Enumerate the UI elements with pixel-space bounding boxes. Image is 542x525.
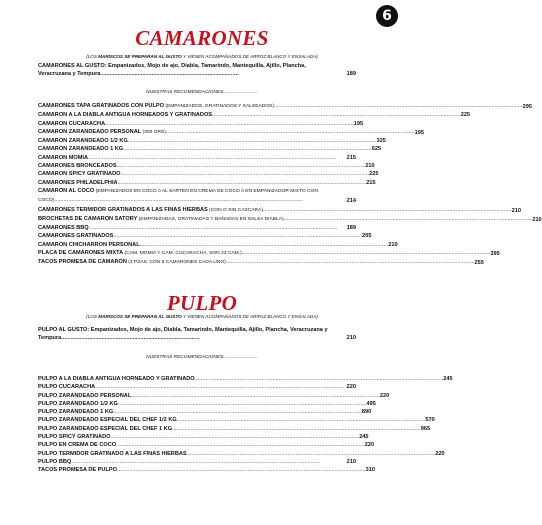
menu-item-name bbox=[38, 408, 362, 416]
dot-leader: ................................................................................................................................................................ bbox=[225, 259, 475, 266]
menu-item-name bbox=[38, 458, 338, 466]
menu-item-price: 210 bbox=[388, 241, 398, 248]
item-description: (EMPANIZADOS EN COCO ó AL SARTEN EN CREMA DE COCO ó EN EMPANIZADOR MIXTO CON COCO) bbox=[38, 188, 318, 204]
menu-item-row bbox=[38, 128, 424, 137]
menu-item-name bbox=[38, 375, 443, 383]
menu-item-row bbox=[38, 392, 390, 400]
al-gusto-price: 210 bbox=[346, 335, 356, 342]
menu-item-name bbox=[38, 416, 425, 424]
item-title: CAMARON ZARANDEADO 1 KG bbox=[38, 146, 124, 153]
menu-item-name bbox=[38, 392, 380, 400]
menu-item-name bbox=[38, 258, 474, 267]
menu-item-row bbox=[38, 241, 398, 249]
dot-leader: ................................................................................................................................................................ bbox=[139, 241, 389, 248]
menu-item-name bbox=[38, 162, 365, 170]
dot-leader: ................................................................................................................................................................ bbox=[176, 417, 426, 424]
item-title: CAMARON ZARANDEADO PERSONAL bbox=[38, 128, 142, 135]
menu-item-name bbox=[38, 241, 388, 249]
menu-item-price: 395 bbox=[490, 251, 500, 258]
menu-item-name bbox=[38, 179, 366, 187]
item-title: PULPO ZARANDEADO PERSONAL bbox=[38, 392, 132, 399]
al-gusto-text: PULPO AL GUSTO: Empanizados, Mojo de ajo, Diabla, Tamarindo, Mantequilla, Ajillo, Plancha, Veracruzana y Tempura......................................................................................... bbox=[38, 327, 328, 342]
menu-item-price: 245 bbox=[443, 376, 453, 382]
item-title: PLACA DE CAMARONES MIXTA bbox=[38, 250, 124, 257]
dot-leader: ................................................................................................................................................................ bbox=[117, 400, 367, 407]
menu-item-row bbox=[38, 162, 375, 170]
dot-leader: ................................................................................................................................................................ bbox=[113, 233, 363, 240]
item-title: PULPO BBQ bbox=[38, 458, 72, 465]
menu-item-price: 214 bbox=[346, 198, 356, 205]
dot-leader: ................................................................................................................................................................ bbox=[283, 215, 533, 222]
item-title: CAMARON MOMIA bbox=[38, 154, 89, 161]
menu-item-price: 210 bbox=[346, 458, 356, 465]
camarones-title: CAMARONES bbox=[135, 26, 269, 50]
item-description: (CAM. MOMIA Y CAM. CUCARACHA, SON 23 CAM.) bbox=[123, 251, 242, 257]
dot-leader: ................................................................................................................................................................ bbox=[54, 197, 303, 204]
menu-item-name bbox=[38, 232, 362, 240]
menu-item-row bbox=[38, 154, 356, 162]
al-gusto-text: CAMARONES AL GUSTO: Empanizados, Mojo de ajo, Diabla, Tamarindo, Mantequilla, Ajillo, Plancha, Veracruzana y Tempura......................................................................................... bbox=[38, 63, 306, 78]
menu-item-name bbox=[38, 145, 372, 153]
item-title: CAMARON A LA DIABLA ANTIGUA HORNEADOS Y GRATINADOS bbox=[38, 112, 213, 119]
item-description: (300 GRS) bbox=[141, 129, 166, 135]
item-title: CAMARON AL COCO bbox=[38, 187, 95, 194]
dot-leader: ................................................................................................................................................................ bbox=[88, 225, 338, 232]
menu-item-price: 195 bbox=[353, 120, 364, 127]
menu-item-row bbox=[38, 425, 431, 433]
menu-item-row bbox=[38, 433, 369, 441]
menu-item-price: 220 bbox=[379, 392, 390, 399]
menu-item-row bbox=[38, 137, 386, 145]
dot-leader: ................................................................................................................................................................ bbox=[116, 442, 365, 449]
menu-item-row bbox=[38, 408, 372, 416]
dot-leader: ................................................................................................................................................................ bbox=[127, 138, 377, 145]
page-number-badge: 6 bbox=[376, 5, 398, 27]
menu-item-price: 210 bbox=[511, 207, 521, 214]
item-title: PULPO CUCARACHA bbox=[38, 384, 96, 391]
dot-leader: ................................................................................................................................................................ bbox=[88, 154, 337, 161]
menu-item-row bbox=[38, 120, 364, 128]
item-title: CAMARONES GRATINADOS bbox=[38, 233, 114, 240]
dot-leader: ................................................................................................................................................................ bbox=[212, 112, 461, 119]
item-title: TACOS PROMESA DE PULPO bbox=[38, 467, 117, 474]
menu-item-row bbox=[38, 179, 376, 187]
menu-item-price: 215 bbox=[346, 154, 356, 161]
item-title: PULPO A LA DIABLA ANTIGUA HORNEADO Y GRATINADO bbox=[38, 376, 195, 382]
menu-item-name bbox=[38, 466, 366, 474]
camarones-item-list bbox=[38, 102, 542, 268]
dot-leader: ................................................................................................................................................................ bbox=[116, 467, 366, 474]
menu-item-price: 295 bbox=[522, 104, 532, 110]
menu-item-row bbox=[38, 111, 471, 119]
menu-item-name bbox=[38, 137, 377, 145]
menu-item-price: 210 bbox=[365, 163, 375, 170]
note-bold: MARISCOS SE PREPARAN AL GUSTO bbox=[98, 314, 182, 319]
dot-leader: ................................................................................................................................................................ bbox=[273, 103, 523, 109]
menu-item-price: 310 bbox=[365, 467, 375, 474]
item-title: PULPO SPICY GRATINADO bbox=[38, 434, 111, 441]
menu-item-row bbox=[38, 383, 356, 391]
item-description: (CON O SIN CASCARA) bbox=[207, 207, 263, 213]
menu-item-price: 965 bbox=[420, 425, 431, 432]
menu-item-row bbox=[38, 416, 435, 424]
item-title: PULPO TERMIDOR GRATINADO A LAS FINAS HIERBAS bbox=[38, 450, 187, 457]
item-title: PULPO ZARANDEADO ESPECIAL DEL CHEF 1 KG bbox=[38, 425, 173, 432]
menu-item-name bbox=[38, 120, 354, 128]
item-description: (EMPANIZADAS, GRATINADAS Y BAÑADAS EN SALSA DIABLA) bbox=[137, 216, 284, 222]
menu-item-row bbox=[38, 466, 375, 474]
item-title: CAMARON ZARANDEADO 1/2 KG bbox=[38, 138, 128, 145]
menu-item-row bbox=[38, 400, 376, 408]
al-gusto-price: 189 bbox=[346, 71, 356, 78]
camarones-note bbox=[0, 54, 404, 59]
item-title: CAMARONES PHILADELPHIA bbox=[38, 179, 118, 186]
dot-leader: ................................................................................................................................................................ bbox=[131, 392, 380, 399]
dot-leader: ................................................................................................................................................................ bbox=[113, 409, 362, 416]
menu-item-name bbox=[38, 383, 344, 391]
menu-item-name bbox=[38, 111, 461, 119]
dot-leader: ................................................................................................................................................................ bbox=[241, 250, 491, 257]
item-title: TACOS PROMESA DE CAMARON bbox=[38, 259, 127, 266]
pulpo-recommendations-label: NUESTRAS RECOMENDACIONES:......................... bbox=[146, 355, 258, 360]
dot-leader: ................................................................................................................................................................ bbox=[110, 434, 360, 441]
item-title: CAMARONES TERMIDOR GRATINADOS A LAS FINAS HIERBAS bbox=[38, 206, 208, 213]
menu-item-row bbox=[38, 258, 484, 267]
item-title: CAMARON CHICHARRON PERSONAL bbox=[38, 241, 140, 248]
item-title: PULPO ZARANDEADO 1/2 KG bbox=[38, 400, 118, 407]
dot-leader: ................................................................................................................................................................ bbox=[165, 128, 415, 135]
item-title: BROCHETAS DE CAMARON SATORY bbox=[38, 215, 138, 222]
menu-item-name bbox=[38, 102, 523, 111]
menu-item-row bbox=[38, 450, 445, 458]
pulpo-title: PULPO bbox=[166, 291, 238, 315]
item-title: PULPO ZARANDEADO ESPECIAL DEL CHEF 1/2 KG bbox=[38, 417, 177, 424]
dot-leader: ................................................................................................................................................................ bbox=[186, 450, 436, 457]
pulpo-item-list bbox=[38, 375, 453, 475]
camarones-al-gusto bbox=[38, 62, 356, 79]
menu-item-price: 205 bbox=[362, 233, 372, 240]
menu-item-price: 225 bbox=[369, 171, 379, 178]
dot-leader: ................................................................................................................................................................ bbox=[95, 384, 344, 391]
note-prefix: (LOS bbox=[86, 54, 99, 59]
item-title: CAMARONES BBQ bbox=[38, 225, 89, 232]
menu-item-row bbox=[38, 232, 372, 240]
note-prefix: (LOS bbox=[86, 314, 99, 319]
menu-item-price: 625 bbox=[371, 146, 382, 153]
item-title: CAMARONES BRONCEADOS bbox=[38, 163, 117, 170]
camarones-recommendations-label: NUESTRAS RECOMENDACIONES:......................... bbox=[146, 90, 258, 95]
menu-item-price: 245 bbox=[359, 434, 369, 441]
menu-item-price: 255 bbox=[474, 260, 484, 267]
menu-item-price: 210 bbox=[532, 216, 542, 223]
item-title: PULPO EN CREMA DE COCO bbox=[38, 442, 117, 449]
item-description: (EMPANIZADOS, GRATINADOS Y SALSEADOS) bbox=[163, 104, 274, 109]
item-title: PULPO ZARANDEADO 1 KG bbox=[38, 409, 114, 416]
menu-item-price: 890 bbox=[361, 409, 372, 416]
menu-item-name bbox=[38, 400, 367, 408]
menu-item-name bbox=[38, 215, 532, 224]
menu-item-price: 225 bbox=[460, 112, 471, 119]
pulpo-al-gusto bbox=[38, 326, 356, 343]
menu-item-name bbox=[38, 187, 338, 206]
dot-leader: ................................................................................................................................................................ bbox=[262, 206, 512, 213]
dot-leader: ................................................................................................................................................................ bbox=[172, 425, 421, 432]
menu-item-row bbox=[38, 215, 542, 224]
menu-item-row bbox=[38, 224, 356, 232]
menu-item-name bbox=[38, 128, 415, 137]
menu-item-row bbox=[38, 170, 379, 178]
dot-leader: ................................................................................................................................................................ bbox=[117, 179, 367, 186]
menu-item-price: 570 bbox=[425, 417, 435, 424]
menu-item-row bbox=[38, 458, 356, 466]
menu-item-price: 325 bbox=[376, 138, 386, 145]
menu-item-price: 495 bbox=[366, 400, 376, 407]
note-suffix: Y VIENEN ACOMPAÑADOS DE ARROZ BLANCO Y ENSALADA) bbox=[181, 54, 318, 59]
dot-leader: ................................................................................................................................................................ bbox=[105, 120, 354, 127]
menu-item-name bbox=[38, 224, 338, 232]
dot-leader: ................................................................................................................................................................ bbox=[194, 376, 444, 382]
menu-item-name bbox=[38, 425, 421, 433]
dot-leader: ................................................................................................................................................................ bbox=[71, 458, 320, 465]
menu-item-price: 220 bbox=[435, 450, 445, 457]
menu-item-row bbox=[38, 206, 521, 215]
dot-leader: ................................................................................................................................................................ bbox=[123, 146, 372, 153]
menu-item-row bbox=[38, 145, 382, 153]
item-title: CAMARONES TAPA GRATINADOS CON PULPO bbox=[38, 103, 164, 109]
menu-item-name bbox=[38, 450, 435, 458]
menu-item-name bbox=[38, 154, 338, 162]
menu-item-name bbox=[38, 170, 369, 178]
menu-item-price: 189 bbox=[346, 225, 356, 232]
note-suffix: Y VIENEN ACOMPAÑADOS DE ARROZ BLANCO Y ENSALADA) bbox=[181, 314, 318, 319]
menu-item-row bbox=[38, 102, 532, 111]
menu-item-row bbox=[38, 441, 375, 449]
dot-leader: ................................................................................................................................................................ bbox=[120, 171, 370, 178]
menu-item-row bbox=[38, 375, 453, 383]
item-title: CAMARON CUCARACHA bbox=[38, 120, 106, 127]
menu-item-price: 195 bbox=[414, 129, 424, 136]
dot-leader: ................................................................................................................................................................ bbox=[116, 163, 366, 170]
menu-item-row bbox=[38, 249, 500, 258]
menu-item-price: 220 bbox=[346, 384, 356, 391]
item-description: (3 PZAS. CON 5 CAMARONES CADA UNO) bbox=[126, 260, 226, 266]
menu-item-name bbox=[38, 249, 490, 258]
note-bold: MARISCOS SE PREPARAN AL GUSTO bbox=[98, 54, 182, 59]
menu-item-price: 220 bbox=[364, 442, 375, 449]
menu-item-name bbox=[38, 441, 365, 449]
menu-item-row bbox=[38, 187, 356, 206]
pulpo-note bbox=[0, 314, 404, 319]
item-title: CAMARON SPICY GRATINADO bbox=[38, 171, 121, 178]
menu-item-name bbox=[38, 206, 512, 215]
menu-item-price: 215 bbox=[366, 179, 376, 186]
menu-item-name bbox=[38, 433, 359, 441]
